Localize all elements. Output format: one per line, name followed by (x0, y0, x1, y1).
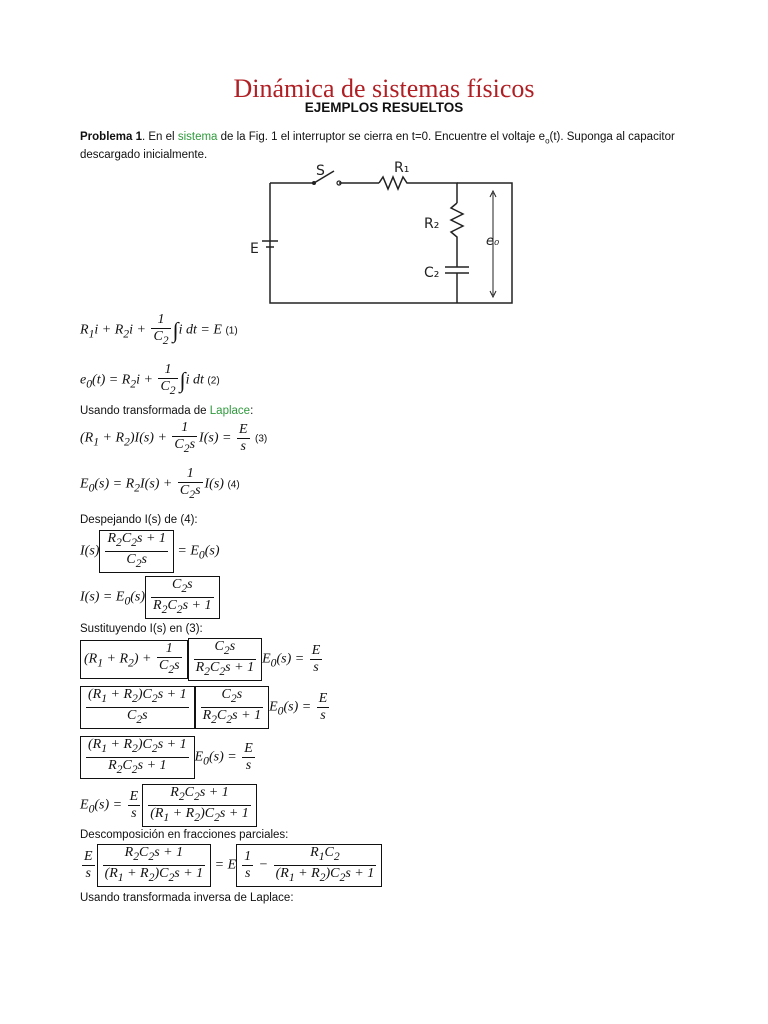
sustituyendo-label: Sustituyendo I(s) en (3): (80, 623, 203, 635)
problem-text: de la Fig. 1 el interruptor se cierra en t=0. Encuentre el voltaje e (217, 131, 546, 143)
equation-1: $R_1i + R_2i$ + $\frac{1}{C_2}$ ∫i dt = E (1) (80, 312, 238, 347)
label-text: : (250, 405, 254, 417)
equation-4: $E_0(s) = R_2I(s)$ + $\frac{1}{C_2s}$ I(s) (4) (80, 466, 240, 501)
equation-number: (3) (255, 433, 268, 445)
equation-10: $E_0(s)$ = $\frac{E}{s}$ $\frac{R_2C_2s + 1}{(R_1 + R_2)C_2s + 1}$ (80, 784, 257, 827)
equation-number: (2) (207, 375, 220, 387)
equation-8: $\frac{(R_1 + R_2)C_2s + 1}{C_2s}$ $\frac{C_2s}{R_2C_2s + 1}$ $E_0(s)$ = $\frac{E}{s}$ (80, 686, 331, 729)
label-text: Usando transformada de (80, 405, 210, 417)
r2-label: R₂ (424, 216, 440, 232)
equation-11: $\frac{E}{s}$ $\frac{R_2C_2s + 1}{(R_1 + R_2)C_2s + 1}$ = E $\frac{1}{s}$ − $\frac{R_1C_2}{(R_1 + R_2)C_2s + 1}$ (80, 844, 382, 887)
problem-label: Problema 1 (80, 131, 142, 143)
equation-5: I(s) $\frac{R_2C_2s + 1}{C_2s}$ = $E_0(s)$ (80, 530, 220, 573)
circuit-diagram (244, 155, 514, 310)
sistema-link[interactable]: sistema (177, 131, 218, 143)
page-subtitle: EJEMPLOS RESUELTOS (304, 100, 464, 115)
equation-6: $I(s) = E_0(s)$ $\frac{C_2s}{R_2C_2s + 1}$ (80, 576, 220, 619)
equation-9: $\frac{(R_1 + R_2)C_2s + 1}{R_2C_2s + 1}$ $E_0(s)$ = $\frac{E}{s}$ (80, 736, 257, 779)
r1-label: R₁ (394, 160, 410, 176)
equation-7: $(R_1 + R_2)$ + $\frac{1}{C_2s}$ $\frac{C_2s}{R_2C_2s + 1}$ $E_0(s)$ = $\frac{E}{s}$ (80, 638, 324, 681)
equation-2: $e_0(t) = R_2i$ + $\frac{1}{C_2}$ ∫i dt (2) (80, 362, 220, 397)
problem-text: (t). Suponga al capacitor (549, 131, 675, 143)
source-label: E (250, 241, 259, 257)
equation-number: (4) (227, 479, 240, 491)
problem-text: descargado inicialmente. (80, 149, 208, 162)
output-label: e₀ (486, 234, 500, 249)
laplace-link[interactable]: Laplace (209, 405, 251, 417)
inversa-label: Usando transformada inversa de Laplace: (80, 892, 294, 904)
equation-number: (1) (225, 325, 238, 337)
switch-label: S (316, 163, 325, 179)
fracciones-label: Descomposición en fracciones parciales: (80, 829, 289, 841)
problem-text: . En el (142, 131, 178, 143)
equation-3: $(R_1 + R_2)I(s)$ + $\frac{1}{C_2s}$ I(s) = $\frac{E}{s}$ (3) (80, 420, 268, 455)
c2-label: C₂ (424, 265, 440, 281)
despejando-label: Despejando I(s) de (4): (80, 514, 198, 526)
laplace-label (80, 404, 253, 419)
page-title: Dinámica de sistemas físicos (233, 74, 535, 103)
subscript: o (545, 136, 550, 146)
